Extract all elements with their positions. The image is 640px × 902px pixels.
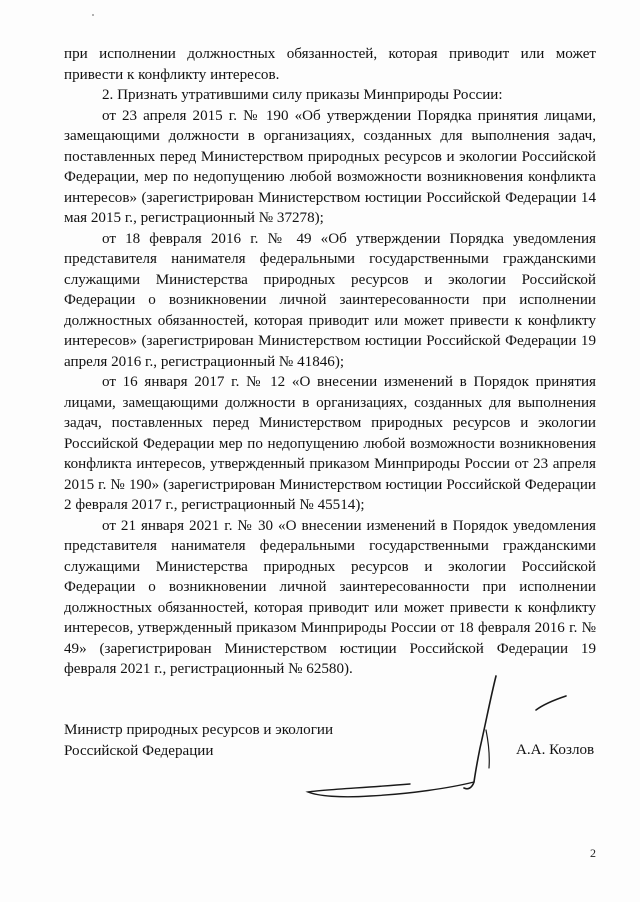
- document-body: [64, 44, 596, 680]
- signatory-title: [64, 720, 333, 761]
- paragraph-continuation: при исполнении должностных обязанностей, которая приводит или может привести к конфликту интересов.: [64, 46, 596, 83]
- paragraph-order-190: от 23 апреля 2015 г. № 190 «Об утверждении Порядка принятия лицами, замещающими должности в организациях, созданных для выполнения задач, поставленных перед Министерством природных ресурсов и экологии Российской Федерации, мер по недопущению любой возможности возникновения конфликта интересов» (зарегистрирован Министерством юстиции Российской Федерации 14 мая 2015 г., регистрационный № 37278);: [64, 107, 596, 226]
- signatory-name: А.А. Козлов: [516, 742, 595, 758]
- paragraph-order-30: от 21 января 2021 г. № 30 «О внесении изменений в Порядок уведомления представителя нанимателя федеральными государственными гражданскими служащими Министерства природных ресурсов и экологии Российской Федерации о возникновении личной заинтересованности при исполнении должностных обязанностей, которая приводит или может привести к конфликту интересов, утвержденный приказом Минприроды России от 18 февраля 2016 г. № 49» (зарегистрирован Министерством юстиции Российской Федерации 19 февраля 2021 г., регистрационный № 62580).: [64, 517, 596, 677]
- scan-speck: [92, 14, 94, 16]
- paragraph-order-49: от 18 февраля 2016 г. № 49 «Об утверждении Порядка уведомления представителя нанимателя федеральными государственными гражданскими служащими Министерства природных ресурсов и экологии Российской Федерации о возникновении личной заинтересованности при исполнении должностных обязанностей, которая приводит или может привести к конфликту интересов» (зарегистрирован Министерством юстиции Российской Федерации 19 апреля 2016 г., регистрационный № 41846);: [64, 230, 596, 370]
- paragraph-order-12: от 16 января 2017 г. № 12 «О внесении изменений в Порядок принятия лицами, замещающими должности в организациях, созданных для выполнения задач, поставленных перед Министерством природных ресурсов и экологии Российской Федерации мер по недопущению любой возможности возникновения конфликта интересов, утвержденный приказом Минприроды России от 23 апреля 2015 г. № 190» (зарегистрирован Министерством юстиции Российской Федерации 2 февраля 2017 г., регистрационный № 45514);: [64, 374, 596, 513]
- page-number: 2: [590, 846, 596, 860]
- signatory-title-line2: Российской Федерации: [64, 742, 214, 759]
- signatory-title-line1: Министр природных ресурсов и экологии: [64, 722, 334, 738]
- paragraph-point-2: 2. Признать утратившими силу приказы Минприроды России:: [102, 87, 503, 103]
